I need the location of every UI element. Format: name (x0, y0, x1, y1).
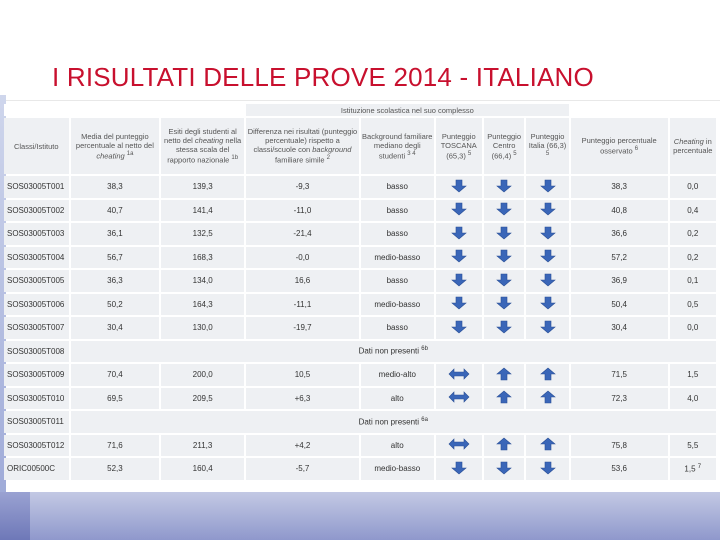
column-header-label2: nella stessa scala del rapporto nazionale (167, 136, 242, 165)
arrow-down-icon (537, 461, 559, 475)
media-cell: 69,5 (71, 388, 160, 410)
differenza-cell: -0,0 (246, 247, 359, 269)
differenza-cell: -9,3 (246, 176, 359, 198)
esiti-cell: 160,4 (161, 458, 244, 480)
differenza-cell: +4,2 (246, 435, 359, 457)
esiti-cell: 139,3 (161, 176, 244, 198)
column-header-label: Punteggio Centro (66,4) (487, 131, 522, 161)
comparison-arrow-cell-0 (436, 435, 482, 457)
background-cell: basso (361, 223, 434, 245)
media-cell: 56,7 (71, 247, 160, 269)
title-divider (6, 100, 720, 101)
background-cell: basso (361, 317, 434, 339)
media-cell: 36,1 (71, 223, 160, 245)
arrow-left-right-icon (448, 367, 470, 381)
comparison-arrow-cell-0 (436, 388, 482, 410)
column-header-label: Background familiare mediano degli studenti (362, 131, 433, 161)
esiti-cell: 164,3 (161, 294, 244, 316)
table-row (4, 317, 716, 339)
arrow-down-icon (493, 296, 515, 310)
cheating-cell (670, 317, 716, 339)
media-cell: 50,2 (71, 294, 160, 316)
cheating-cell (670, 458, 716, 480)
background-cell: basso (361, 176, 434, 198)
comparison-arrow-cell-1 (484, 200, 524, 222)
table-row (4, 294, 716, 316)
table-row (4, 411, 716, 433)
comparison-arrow-cell-2 (526, 458, 568, 480)
table-row (4, 176, 716, 198)
column-header-footnote: 3 4 (407, 150, 416, 157)
esiti-cell: 211,3 (161, 435, 244, 457)
column-header-4 (361, 118, 434, 174)
background-cell: medio-alto (361, 364, 434, 386)
differenza-cell: -19,7 (246, 317, 359, 339)
arrow-left-right-icon (448, 390, 470, 404)
column-header-em: cheating (194, 136, 224, 146)
comparison-arrow-cell-1 (484, 458, 524, 480)
comparison-arrow-cell-2 (526, 247, 568, 269)
arrow-down-icon (493, 249, 515, 263)
media-cell: 52,3 (71, 458, 160, 480)
comparison-arrow-cell-0 (436, 247, 482, 269)
media-cell: 70,4 (71, 364, 160, 386)
table-row (4, 200, 716, 222)
comparison-arrow-cell-0 (436, 294, 482, 316)
esiti-cell: 134,0 (161, 270, 244, 292)
arrow-down-icon (448, 296, 470, 310)
comparison-arrow-cell-1 (484, 247, 524, 269)
arrow-down-icon (537, 179, 559, 193)
column-header-3 (246, 118, 359, 174)
results-table (2, 102, 718, 482)
comparison-arrow-cell-0 (436, 317, 482, 339)
top-head-spacer-right (571, 104, 716, 116)
arrow-up-icon (537, 390, 559, 404)
table-row (4, 364, 716, 386)
arrow-down-icon (493, 226, 515, 240)
column-header-0 (4, 118, 69, 174)
background-cell: alto (361, 388, 434, 410)
comparison-arrow-cell-2 (526, 388, 568, 410)
class-id-cell: ORIC00500C (4, 458, 69, 480)
background-cell: medio-basso (361, 294, 434, 316)
esiti-cell: 168,3 (161, 247, 244, 269)
esiti-cell: 200,0 (161, 364, 244, 386)
arrow-down-icon (537, 226, 559, 240)
osservato-cell: 72,3 (571, 388, 668, 410)
table-row (4, 388, 716, 410)
arrow-down-icon (537, 273, 559, 287)
arrow-up-icon (537, 437, 559, 451)
osservato-cell: 30,4 (571, 317, 668, 339)
osservato-cell: 50,4 (571, 294, 668, 316)
differenza-cell: 10,5 (246, 364, 359, 386)
class-id-cell: SOS03005T009 (4, 364, 69, 386)
column-header-footnote: 6 (634, 146, 639, 153)
esiti-cell: 209,5 (161, 388, 244, 410)
arrow-down-icon (448, 320, 470, 334)
arrow-up-icon (493, 437, 515, 451)
class-id-cell: SOS03005T008 (4, 341, 69, 363)
cheating-value: 1,5 (684, 464, 696, 474)
column-header-8 (571, 118, 668, 174)
comparison-arrow-cell-0 (436, 364, 482, 386)
differenza-cell: -11,1 (246, 294, 359, 316)
group-header: Istituzione scolastica nel suo complesso (246, 104, 569, 116)
background-cell: medio-basso (361, 247, 434, 269)
comparison-arrow-cell-0 (436, 223, 482, 245)
no-data-label: Dati non presenti (358, 417, 420, 427)
comparison-arrow-cell-1 (484, 223, 524, 245)
table-row (4, 247, 716, 269)
cheating-value: 0,1 (687, 276, 699, 286)
osservato-cell: 40,8 (571, 200, 668, 222)
cheating-cell (670, 176, 716, 198)
column-header-label: Media del punteggio percentuale al netto del (75, 131, 154, 150)
table-row (4, 435, 716, 457)
comparison-arrow-cell-2 (526, 176, 568, 198)
cheating-value: 5,5 (687, 440, 699, 450)
cheating-cell (670, 388, 716, 410)
column-header-label: Punteggio Italia (66,3) (528, 131, 567, 150)
arrow-down-icon (493, 320, 515, 334)
comparison-arrow-cell-0 (436, 458, 482, 480)
media-cell: 36,3 (71, 270, 160, 292)
table-row (4, 341, 716, 363)
background-cell: basso (361, 270, 434, 292)
column-header-2 (161, 118, 244, 174)
table-row (4, 458, 716, 480)
column-header-7 (526, 118, 568, 174)
osservato-cell: 36,9 (571, 270, 668, 292)
comparison-arrow-cell-2 (526, 294, 568, 316)
column-header-1 (71, 118, 160, 174)
no-data-cell (71, 411, 716, 433)
comparison-arrow-cell-2 (526, 223, 568, 245)
comparison-arrow-cell-2 (526, 435, 568, 457)
column-header-label: Classi/Istituto (13, 141, 59, 151)
arrow-down-icon (493, 202, 515, 216)
no-data-footnote: 6a (421, 416, 428, 423)
column-header-footnote: 1a (126, 150, 134, 157)
arrow-down-icon (537, 296, 559, 310)
cheating-value: 0,2 (687, 252, 699, 262)
no-data-label: Dati non presenti (358, 347, 420, 357)
osservato-cell: 75,8 (571, 435, 668, 457)
comparison-arrow-cell-2 (526, 200, 568, 222)
footer-corner (0, 492, 30, 540)
cheating-cell (670, 247, 716, 269)
comparison-arrow-cell-0 (436, 200, 482, 222)
arrow-left-right-icon (448, 437, 470, 451)
arrow-up-icon (493, 367, 515, 381)
cheating-value: 0,0 (687, 182, 699, 192)
differenza-cell: -5,7 (246, 458, 359, 480)
cheating-value: 0,2 (687, 229, 699, 239)
class-id-cell: SOS03005T004 (4, 247, 69, 269)
cheating-cell (670, 364, 716, 386)
table-row (4, 270, 716, 292)
arrow-down-icon (537, 202, 559, 216)
cheating-value: 0,5 (687, 299, 699, 309)
comparison-arrow-cell-2 (526, 364, 568, 386)
comparison-arrow-cell-1 (484, 294, 524, 316)
class-id-cell: SOS03005T007 (4, 317, 69, 339)
comparison-arrow-cell-2 (526, 270, 568, 292)
arrow-down-icon (493, 179, 515, 193)
arrow-down-icon (537, 249, 559, 263)
comparison-arrow-cell-1 (484, 176, 524, 198)
background-cell: medio-basso (361, 458, 434, 480)
arrow-down-icon (493, 273, 515, 287)
table-row (4, 223, 716, 245)
arrow-down-icon (448, 202, 470, 216)
class-id-cell: SOS03005T002 (4, 200, 69, 222)
column-header-6 (484, 118, 524, 174)
cheating-cell (670, 200, 716, 222)
column-header-9 (670, 118, 716, 174)
arrow-down-icon (448, 226, 470, 240)
osservato-cell: 53,6 (571, 458, 668, 480)
column-header-label2: in percentuale (673, 137, 713, 155)
cheating-cell (670, 294, 716, 316)
slide-title: I RISULTATI DELLE PROVE 2014 - ITALIANO (52, 62, 594, 92)
column-header-em: cheating (96, 151, 125, 161)
class-id-cell: SOS03005T001 (4, 176, 69, 198)
class-id-cell: SOS03005T011 (4, 411, 69, 433)
class-id-cell: SOS03005T006 (4, 294, 69, 316)
media-cell: 71,6 (71, 435, 160, 457)
column-header-label: Esiti degli studenti al netto del (164, 127, 237, 146)
no-data-footnote: 6b (421, 346, 428, 353)
osservato-cell: 57,2 (571, 247, 668, 269)
background-cell: basso (361, 200, 434, 222)
comparison-arrow-cell-0 (436, 176, 482, 198)
osservato-cell: 38,3 (571, 176, 668, 198)
differenza-cell: -11,0 (246, 200, 359, 222)
cheating-footnote: 7 (697, 463, 702, 470)
cheating-cell (670, 270, 716, 292)
arrow-down-icon (537, 320, 559, 334)
column-header-label: Punteggio percentuale osservato (581, 136, 657, 156)
arrow-down-icon (448, 273, 470, 287)
column-header-footnote: 2 (326, 155, 330, 162)
media-cell: 40,7 (71, 200, 160, 222)
esiti-cell: 132,5 (161, 223, 244, 245)
cheating-cell (670, 223, 716, 245)
class-id-cell: SOS03005T003 (4, 223, 69, 245)
column-header-footnote: 5 (513, 150, 517, 157)
differenza-cell: +6,3 (246, 388, 359, 410)
comparison-arrow-cell-2 (526, 317, 568, 339)
comparison-arrow-cell-1 (484, 435, 524, 457)
esiti-cell: 130,0 (161, 317, 244, 339)
column-header-5 (436, 118, 482, 174)
class-id-cell: SOS03005T005 (4, 270, 69, 292)
class-id-cell: SOS03005T010 (4, 388, 69, 410)
arrow-down-icon (448, 179, 470, 193)
arrow-up-icon (537, 367, 559, 381)
cheating-cell (670, 435, 716, 457)
arrow-up-icon (493, 390, 515, 404)
differenza-cell: -21,4 (246, 223, 359, 245)
column-header-label: Differenza nei risultati (punteggio percentuale) rispetto a classi/scuole con (247, 127, 358, 155)
osservato-cell: 36,6 (571, 223, 668, 245)
differenza-cell: 16,6 (246, 270, 359, 292)
top-head-spacer-left (4, 104, 244, 116)
table-body (4, 176, 716, 480)
media-cell: 30,4 (71, 317, 160, 339)
comparison-arrow-cell-1 (484, 364, 524, 386)
arrow-down-icon (493, 461, 515, 475)
cheating-value: 0,0 (687, 323, 699, 333)
cheating-value: 0,4 (687, 205, 699, 215)
cheating-value: 1,5 (687, 370, 699, 380)
cheating-value: 4,0 (687, 393, 699, 403)
column-header-footnote: 5 (467, 150, 472, 157)
osservato-cell: 71,5 (571, 364, 668, 386)
background-cell: alto (361, 435, 434, 457)
column-header-label: Punteggio TOSCANA (65,3) (440, 131, 477, 161)
column-header-em: Cheating (673, 137, 704, 146)
esiti-cell: 141,4 (161, 200, 244, 222)
comparison-arrow-cell-1 (484, 388, 524, 410)
column-header-row (4, 118, 716, 174)
arrow-down-icon (448, 249, 470, 263)
arrow-down-icon (448, 461, 470, 475)
comparison-arrow-cell-0 (436, 270, 482, 292)
class-id-cell: SOS03005T012 (4, 435, 69, 457)
comparison-arrow-cell-1 (484, 270, 524, 292)
column-header-footnote: 5 (545, 150, 550, 157)
column-header-footnote: 1b (231, 155, 239, 162)
comparison-arrow-cell-1 (484, 317, 524, 339)
column-header-label2: familiare simile (274, 155, 325, 165)
no-data-cell (71, 341, 716, 363)
column-header-em: background (312, 145, 352, 155)
media-cell: 38,3 (71, 176, 160, 198)
footer-band (0, 492, 720, 540)
